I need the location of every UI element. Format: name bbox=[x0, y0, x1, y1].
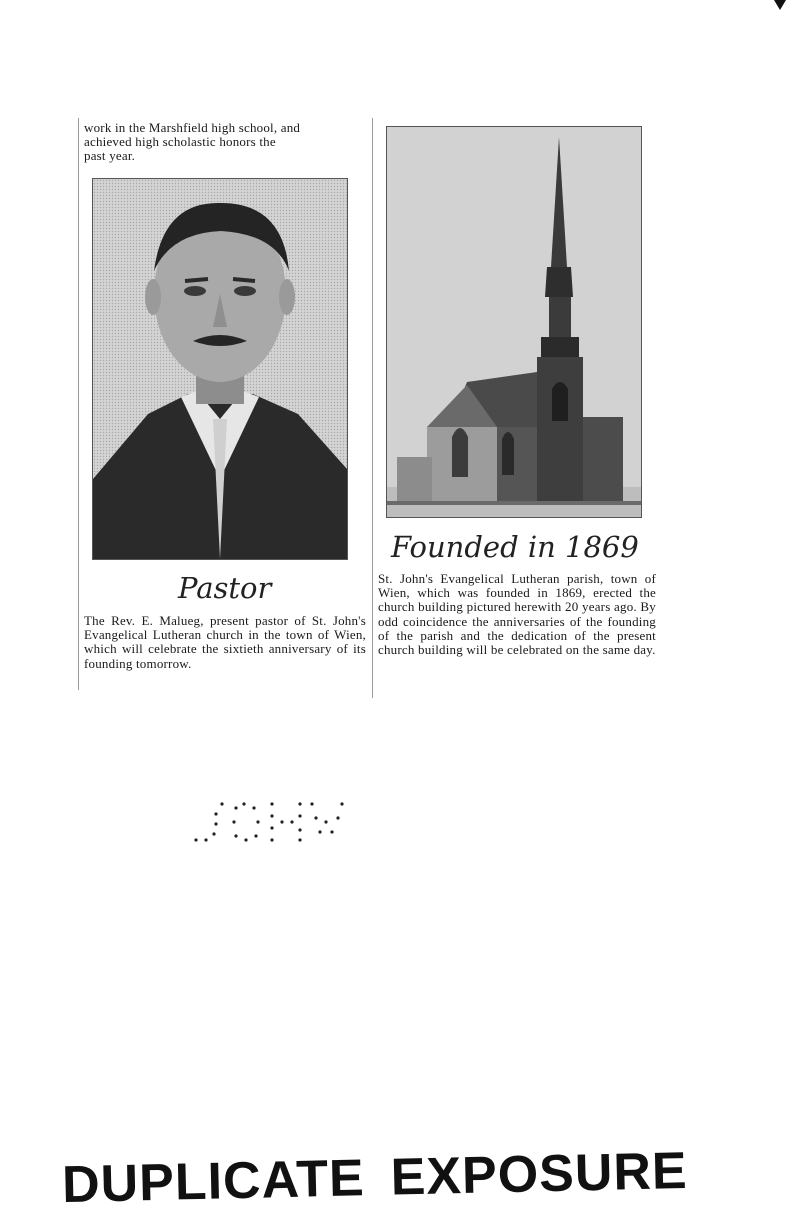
pastor-headline: Pastor bbox=[178, 571, 272, 605]
exposure-word: EXPOSURE bbox=[390, 1141, 689, 1207]
duplicate-word: DUPLICATE bbox=[61, 1149, 366, 1215]
duplicate-exposure-label bbox=[61, 1141, 688, 1215]
founded-caption-text: St. John's Evangelical Lutheran parish, town of Wien, which was founded in 1869, erected the church building pictured herewith 20 years ago. By odd coincidence the anniversaries of the founding of the parish and the dedication of the present church building will be celebrated on the same day. bbox=[378, 571, 656, 658]
article-fragment-line: work in the Marshfield high school, and bbox=[84, 120, 301, 135]
church-illustration bbox=[387, 127, 641, 517]
founded-headline: Founded in 1869 bbox=[391, 530, 639, 564]
pastor-portrait-photo bbox=[92, 178, 348, 560]
article-fragment bbox=[84, 121, 366, 164]
article-fragment-line: past year. bbox=[84, 148, 136, 164]
perforated-stamp bbox=[192, 800, 352, 846]
column-rule-left bbox=[78, 118, 79, 690]
church-photo bbox=[386, 126, 642, 518]
column-rule-middle bbox=[372, 118, 373, 698]
corner-mark bbox=[774, 0, 786, 10]
pastor-caption-text: The Rev. E. Malueg, present pastor of St. John's Evangelical Lutheran church in the town of Wien, which will celebrate the sixtieth anniversary of its founding tomorrow. bbox=[84, 613, 366, 671]
pastor-portrait-illustration bbox=[93, 179, 347, 559]
article-fragment-line: achieved high scholastic honors the bbox=[84, 134, 276, 150]
founded-caption bbox=[378, 572, 656, 657]
pastor-caption bbox=[84, 614, 366, 671]
